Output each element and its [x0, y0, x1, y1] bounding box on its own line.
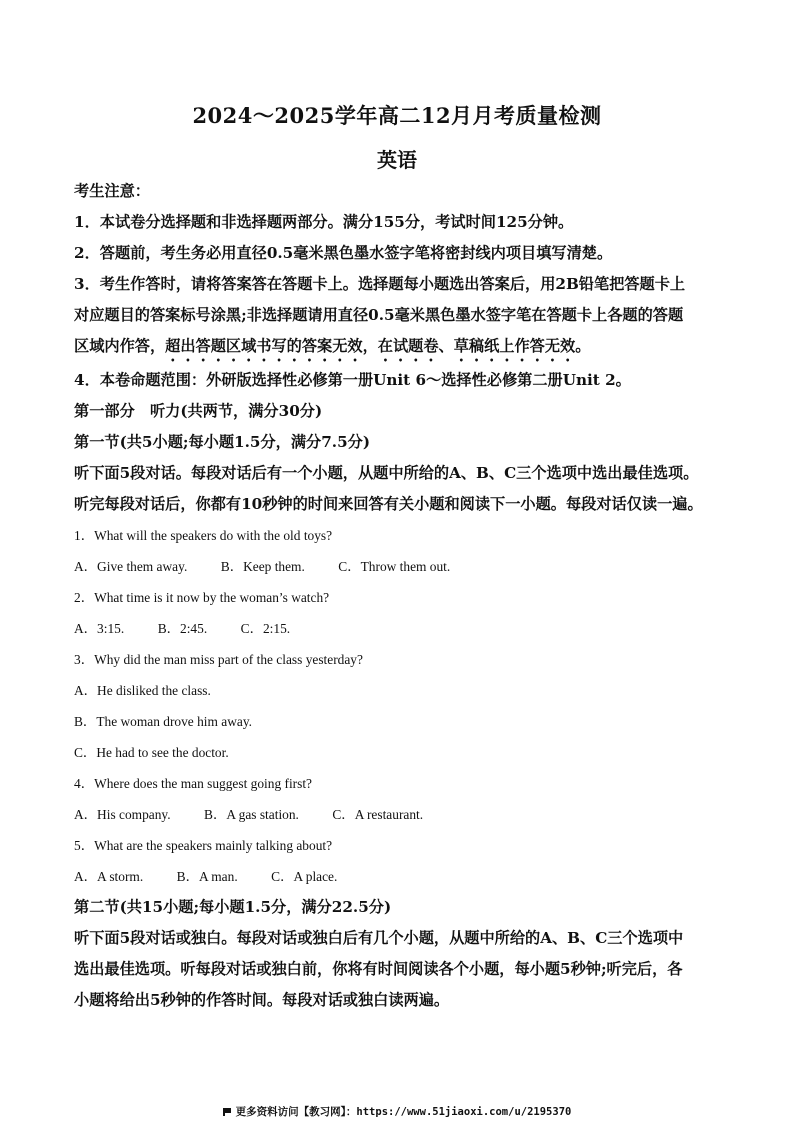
question-4: 4．Where does the man suggest going first? [74, 776, 312, 791]
question-3-option-b: B．The woman drove him away. [74, 714, 253, 729]
exam-body [74, 176, 724, 1016]
notice-item-1: 1．本试卷分选择题和非选择题两部分。满分155分，考试时间125分钟。 [74, 213, 574, 231]
question-3-option-a: A．He disliked the class. [74, 683, 211, 698]
notice-item-3-emphasis: 超出答题区域书写的答案无效，在试题卷、草稿纸上作答无效 [165, 337, 576, 355]
question-2-options: A．3:15. B．2:45. C．2:15. [74, 621, 291, 636]
question-3: 3．Why did the man miss part of the class yesterday? [74, 652, 363, 667]
flag-icon [223, 1108, 233, 1116]
footer-link[interactable] [0, 1104, 794, 1119]
section2-instruction-2: 选出最佳选项。听每段对话或独白前，你将有时间阅读各个小题，每小题5秒钟;听完后，各 [74, 960, 683, 978]
question-5: 5．What are the speakers mainly talking about? [74, 838, 333, 853]
notice-heading: 考生注意： [74, 182, 150, 200]
notice-item-3-pre: 区域内作答， [74, 337, 166, 355]
notice-item-4: 4．本卷命题范围：外研版选择性必修第一册Unit 6～选择性必修第二册Unit 2。 [74, 371, 631, 389]
question-2: 2．What time is it now by the woman’s watch? [74, 590, 330, 605]
exam-subject: 英语 [377, 148, 417, 172]
section2-instruction-3: 小题将给出5秒钟的作答时间。每段对话或独白读两遍。 [74, 991, 450, 1009]
notice-item-3-line-2: 对应题目的答案标号涂黑;非选择题请用直径0.5毫米黑色墨水签字笔在答题卡上各题的答题 [74, 306, 684, 324]
notice-item-2: 2．答题前，考生务必用直径0.5毫米黑色墨水签字笔将密封线内项目填写清楚。 [74, 244, 613, 262]
notice-item-3-line-1: 3．考生作答时，请将答案答在答题卡上。选择题每小题选出答案后，用2B铅笔把答题卡上 [74, 275, 686, 293]
question-1-options: A．Give them away. B．Keep them. C．Throw them out. [74, 559, 451, 574]
section2-instruction-1: 听下面5段对话或独白。每段对话或独白后有几个小题，从题中所给的A、B、C三个选项中 [74, 929, 684, 947]
exam-title: 2024～2025学年高二12月月考质量检测 [192, 103, 602, 128]
notice-item-3-line-3 [74, 331, 724, 365]
section1-heading: 第一节(共5小题;每小题1.5分，满分7.5分) [74, 433, 371, 451]
question-5-options: A．A storm. B．A man. C．A place. [74, 869, 338, 884]
section2-heading: 第二节(共15小题;每小题1.5分，满分22.5分) [74, 898, 392, 916]
footer-text[interactable]: 更多资料访问【教习网】：https://www.51jiaoxi.com/u/2195370 [235, 1106, 572, 1118]
notice-item-3-post: 。 [575, 337, 591, 355]
question-1: 1．What will the speakers do with the old toys? [74, 528, 333, 543]
section1-instruction-1: 听下面5段对话。每段对话后有一个小题，从题中所给的A、B、C三个选项中选出最佳选项。 [74, 464, 699, 482]
question-3-option-c: C．He had to see the doctor. [74, 745, 229, 760]
section1-instruction-2: 听完每段对话后，你都有10秒钟的时间来回答有关小题和阅读下一小题。每段对话仅读一遍。 [74, 495, 703, 513]
part1-heading: 第一部分 听力(共两节，满分30分) [74, 402, 323, 420]
question-4-options: A．His company. B．A gas station. C．A restaurant. [74, 807, 424, 822]
